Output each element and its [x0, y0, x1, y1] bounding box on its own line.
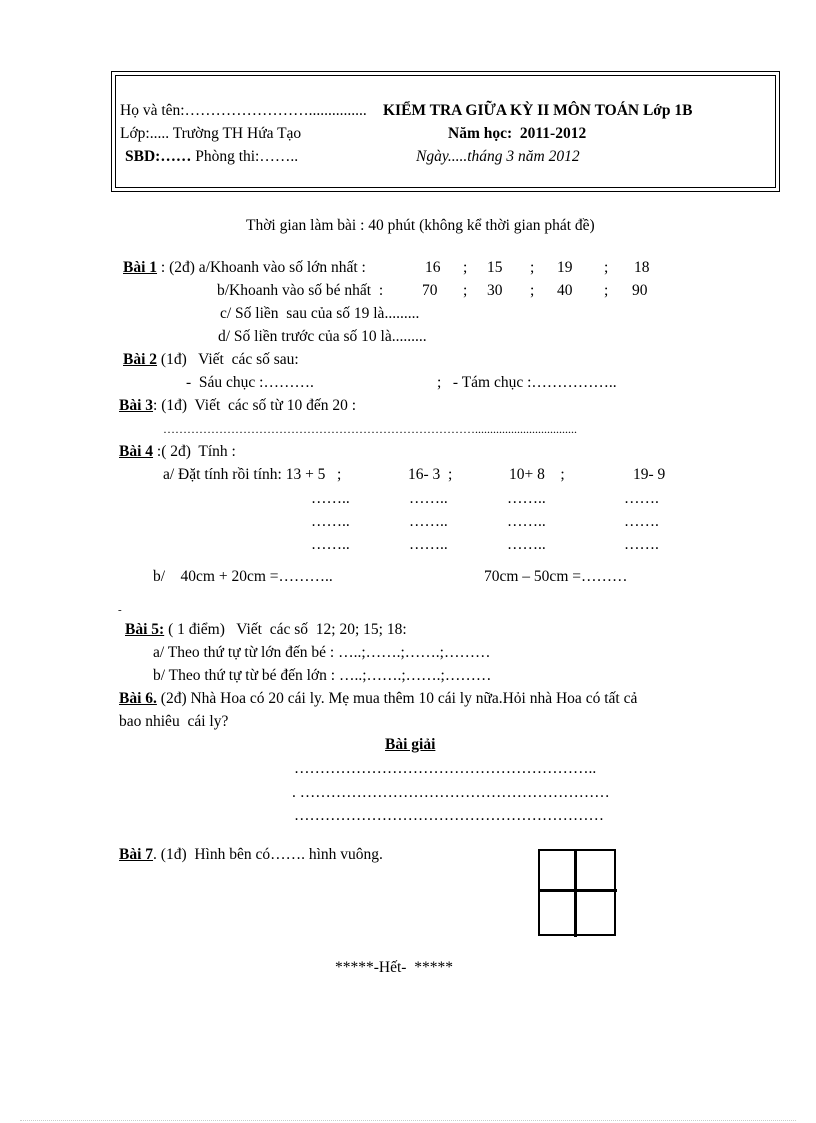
bai1-b-num: 70 [422, 282, 438, 299]
bai4-dots: …….. [311, 490, 350, 507]
bai2-item1: - Sáu chục :………. [186, 374, 314, 391]
bai4-dots: …….. [311, 513, 350, 530]
bai1-b-num: 30 [487, 282, 503, 299]
bai4-expr: 16- 3 ; [408, 466, 453, 483]
bai1-a-num: 18 [634, 259, 650, 276]
class-label: Lớp:..... Trường TH Hứa Tạo [120, 125, 302, 142]
bai5-b: b/ Theo thứ tự từ bé đến lớn : …..;…….;…….;……… [153, 667, 492, 684]
bai1-a-sep: ; [463, 259, 468, 276]
bai3-answer-line: …………………………………………………………………….................................. [163, 422, 577, 436]
bai4-b-left: b/ 40cm + 20cm =……….. [153, 568, 333, 585]
bai4-dots: ……. [624, 513, 659, 530]
bai7-label: Bài 7 [119, 846, 154, 863]
bai4-text: :( 2đ) Tính : [153, 443, 236, 460]
bai1-b-num: 90 [632, 282, 648, 299]
grid-vertical-line [574, 849, 577, 937]
bai4-heading [119, 442, 236, 462]
bai4-dots: ……. [624, 490, 659, 507]
bai4-label: Bài 4 [119, 443, 154, 460]
bai1-c: c/ Số liền sau của số 19 là......... [220, 305, 420, 322]
bai7-heading [119, 845, 383, 865]
bai1-a-sep: ; [604, 259, 609, 276]
bai1-b-sep: ; [604, 282, 609, 299]
exam-date: Ngày.....tháng 3 năm 2012 [416, 148, 580, 165]
bai1-b-text: b/Khoanh vào số bé nhất : [217, 282, 388, 299]
name-label: Họ và tên:……………………............... [120, 102, 367, 119]
bai6-heading [119, 689, 637, 709]
bai1-b-sep: ; [463, 282, 468, 299]
sbd-label: SBD:…… [125, 148, 192, 165]
page-bottom-border [20, 1120, 796, 1121]
bai2-item2: ; - Tám chục :…………….. [437, 374, 617, 391]
bai1-label: Bài 1 [123, 259, 158, 276]
bai4-expr: 10+ 8 ; [509, 466, 565, 483]
exam-title: KIỂM TRA GIỮA KỲ II MÔN TOÁN Lớp 1B [383, 102, 693, 119]
bai3-label: Bài 3 [119, 397, 154, 414]
square-grid-figure [538, 849, 616, 936]
stray-mark: - [118, 604, 122, 616]
bai5-a: a/ Theo thứ tự từ lớn đến bé : …..;…….;…….;……… [153, 644, 491, 661]
bai1-d: d/ Số liền trước của số 10 là......... [218, 328, 427, 345]
bai4-b-right: 70cm – 50cm =……… [484, 568, 628, 585]
room-label: Phòng thi:…….. [191, 148, 299, 165]
time-note: Thời gian làm bài : 40 phút (không kể thời gian phát đề) [246, 217, 595, 234]
bai4-dots: …….. [409, 513, 448, 530]
sbd-room-line [125, 147, 298, 167]
bai1-b-sep: ; [530, 282, 535, 299]
bai1-a-num: 19 [557, 259, 573, 276]
bai4-dots: …….. [507, 536, 546, 553]
bai3-heading [119, 396, 356, 416]
bai4-dots: …….. [409, 536, 448, 553]
bai4-dots: …….. [311, 536, 350, 553]
school-year: Năm học: 2011-2012 [448, 125, 587, 142]
bai1-a [123, 258, 370, 278]
bai2-text: (1đ) Viết các số sau: [157, 351, 299, 368]
bai6-text: (2đ) Nhà Hoa có 20 cái ly. Mẹ mua thêm 10 cái ly nữa.Hỏi nhà Hoa có tất cả [156, 690, 638, 707]
bai1-a-text: : (2đ) a/Khoanh vào số lớn nhất : [157, 259, 370, 276]
bai2-heading [123, 350, 299, 370]
bai4-dots: …….. [409, 490, 448, 507]
bai1-a-num: 15 [487, 259, 503, 276]
bai6-text2: bao nhiêu cái ly? [119, 713, 229, 730]
solution-title: Bài giải [385, 736, 436, 753]
bai6-label: Bài 6. [119, 690, 157, 707]
bai5-heading [125, 620, 407, 640]
bai4-dots: …….. [507, 490, 546, 507]
bai7-text: . (1đ) Hình bên có……. hình vuông. [153, 846, 383, 863]
solution-line: …………………………………………………… [294, 807, 604, 824]
solution-line: ………………………………………………….. [294, 760, 597, 777]
bai1-b-num: 40 [557, 282, 573, 299]
solution-line: . …………………………………………………… [292, 784, 610, 801]
grid-horizontal-line [538, 889, 617, 892]
bai2-label: Bài 2 [123, 351, 158, 368]
bai3-text: : (1đ) Viết các số từ 10 đến 20 : [153, 397, 357, 414]
bai4-expr: 19- 9 [633, 466, 666, 483]
bai5-label: Bài 5: [125, 621, 165, 638]
end-marker: *****-Hết- ***** [335, 959, 453, 976]
bai4-a-label: a/ Đặt tính rồi tính: 13 + 5 ; [163, 466, 342, 483]
bai1-a-num: 16 [425, 259, 441, 276]
bai5-text: ( 1 điểm) Viết các số 12; 20; 15; 18: [164, 621, 407, 638]
bai4-dots: ……. [624, 536, 659, 553]
bai4-dots: …….. [507, 513, 546, 530]
bai1-a-sep: ; [530, 259, 535, 276]
